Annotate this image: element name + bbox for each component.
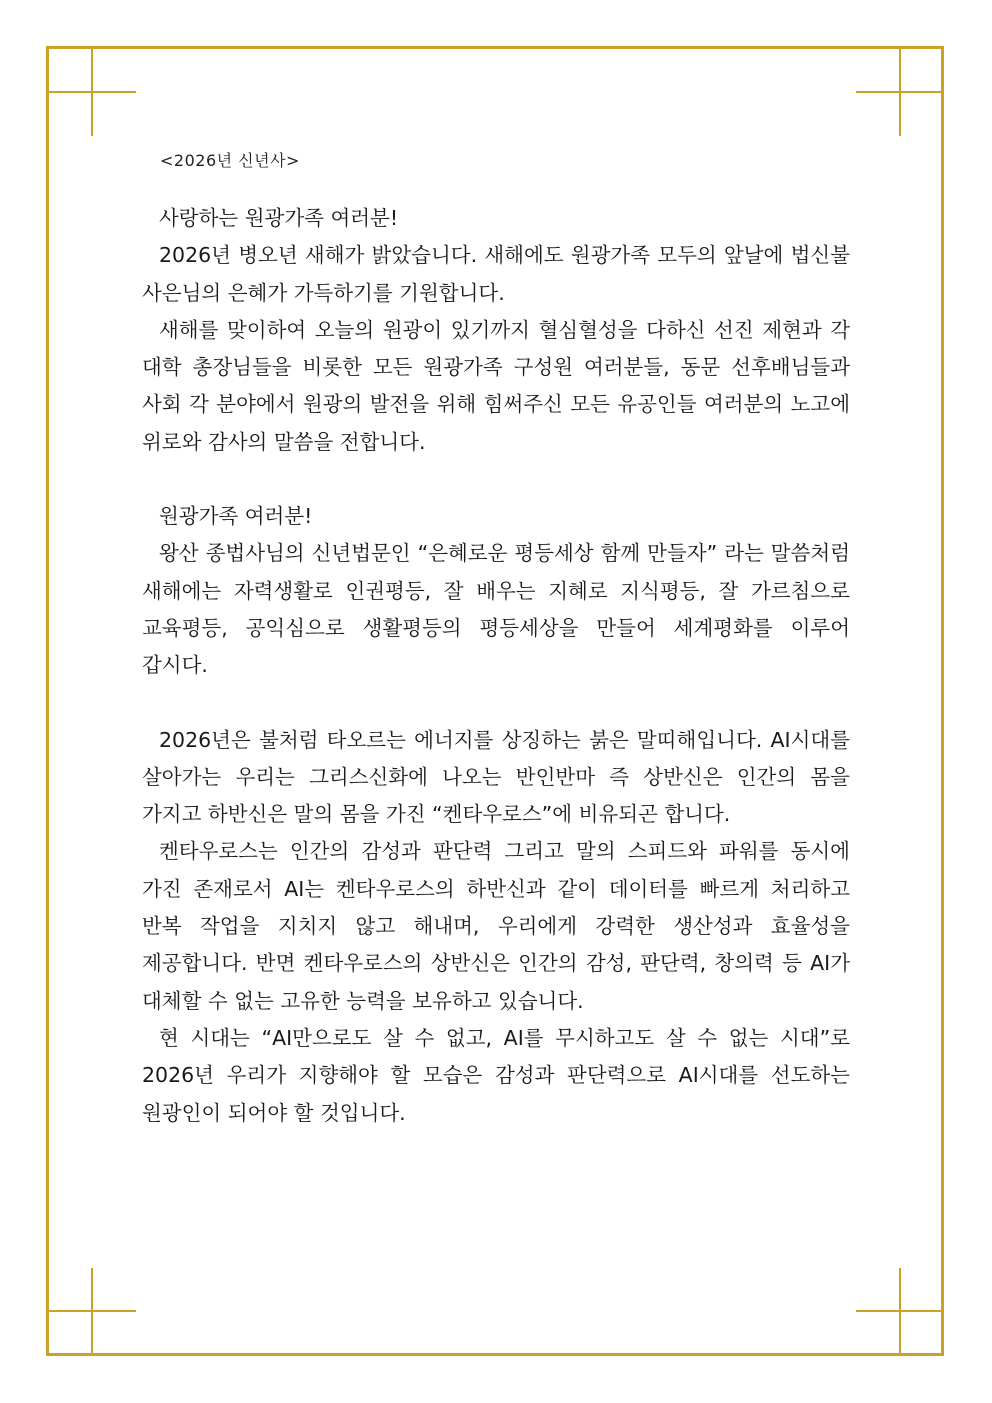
document-body	[142, 200, 850, 1132]
section-greeting	[142, 200, 850, 461]
section-ai-era	[142, 722, 850, 1132]
paragraph-gratitude: 새해를 맞이하여 오늘의 원광이 있기까지 혈심혈성을 다하신 선진 제현과 각 대학 총장님들을 비롯한 모든 원광가족 구성원 여러분들, 동문 선후배님들과 사회 각 분야에서 원광의 발전을 위해 힘써주신 모든 유공인들 여러분의 노고에 위로와 감사의 말씀을 전합니다.	[142, 317, 850, 454]
corner-ornament-top-right-horizontal	[856, 91, 944, 93]
paragraph-year-of-horse: 2026년은 불처럼 타오르는 에너지를 상징하는 붉은 말띠해입니다. AI시대를 살아가는 우리는 그리스신화에 나오는 반인반마 즉 상반신은 인간의 몸을 가지고 하반신은 말의 몸을 가진 “켄타우로스”에 비유되곤 합니다.	[142, 727, 850, 827]
corner-ornament-bottom-right-vertical	[899, 1268, 901, 1356]
section-dharma-message	[142, 498, 850, 684]
corner-ornament-top-left-horizontal	[46, 91, 136, 93]
paragraph-centaur: 켄타우로스는 인간의 감성과 판단력 그리고 말의 스피드와 파워를 동시에 가진 존재로서 AI는 켄타우로스의 하반신과 같이 데이터를 빠르게 처리하고 반복 작업을 지치지 않고 해내며, 우리에게 강력한 생산성과 효율성을 제공합니다. 반면 켄타우로스의 상반신은 인간의 감성, 판단력, 창의력 등 AI가 대체할 수 없는 고유한 능력을 보유하고 있습니다.	[142, 839, 850, 1013]
corner-ornament-bottom-left-horizontal	[46, 1310, 136, 1312]
corner-ornament-bottom-left-vertical	[91, 1268, 93, 1356]
section-gap	[142, 685, 850, 722]
paragraph-new-year-wish: 2026년 병오년 새해가 밝았습니다. 새해에도 원광가족 모두의 앞날에 법신불 사은님의 은혜가 가득하기를 기원합니다.	[142, 243, 850, 305]
section-gap	[142, 461, 850, 498]
paragraph-equality-world: 왕산 종법사님의 신년법문인 “은혜로운 평등세상 함께 만들자” 라는 말씀처럼 새해에는 자력생활로 인권평등, 잘 배우는 지혜로 지식평등, 잘 가르침으로 교육평등, 공익심으로 생활평등의 평등세상을 만들어 세계평화를 이루어 갑시다.	[142, 541, 850, 678]
paragraph-salutation: 사랑하는 원광가족 여러분!	[159, 206, 399, 230]
corner-ornament-bottom-right-horizontal	[856, 1310, 944, 1312]
document-title: <2026년 신년사>	[160, 151, 300, 170]
paragraph-conclusion: 현 시대는 “AI만으로도 살 수 없고, AI를 무시하고도 살 수 없는 시대”로 2026년 우리가 지향해야 할 모습은 감성과 판단력으로 AI시대를 선도하는 원광인이 되어야 할 것입니다.	[142, 1025, 850, 1125]
paragraph-salutation-2: 원광가족 여러분!	[159, 504, 313, 529]
